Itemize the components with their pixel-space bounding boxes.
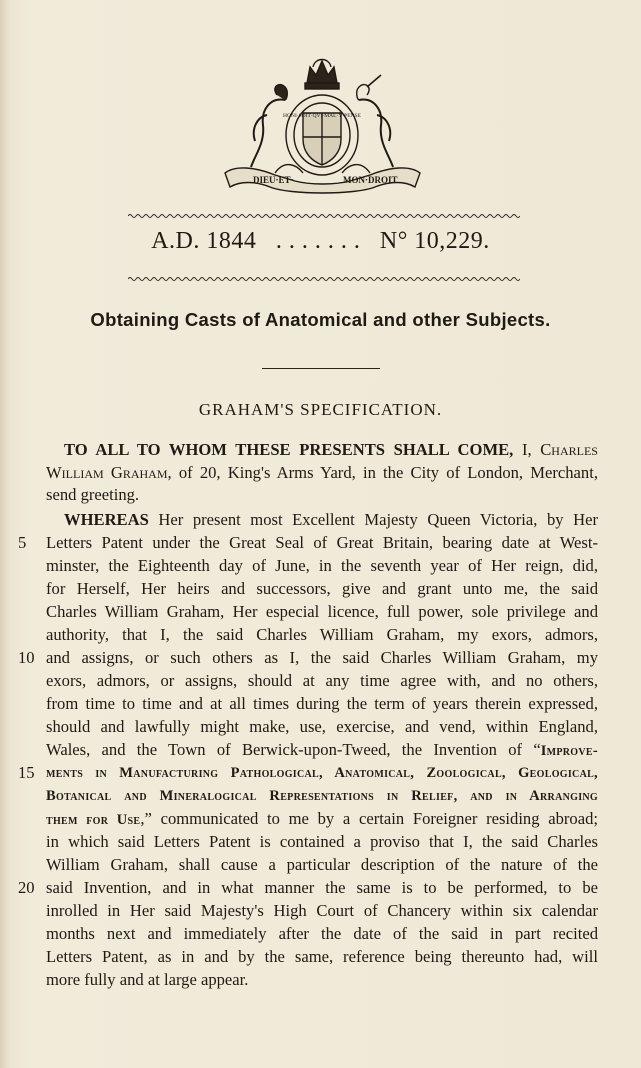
garter-motto: HONI·SOIT·QVI·MAL·Y·PENSE — [283, 113, 361, 119]
body-line: William Graham, shall cause a particular description of the nature of the — [46, 855, 598, 874]
decorative-rule-bottom — [128, 276, 520, 282]
body-line: inrolled in Her said Majesty's High Court of Chancery within six calendar — [46, 901, 598, 920]
body-line: minster, the Eighteenth day of June, in the seventh year of Her reign, did, — [46, 556, 598, 575]
motto-left: DIEU·ET· — [253, 175, 294, 185]
body-line: said Invention, and in what manner the same is to be performed, to be — [46, 878, 598, 897]
title-divider — [262, 368, 380, 369]
body-line: William Graham, of 20, King's Arms Yard, in the City of London, Merchant, — [46, 463, 598, 482]
body-line: Botanical and Mineralogical Representations in Relief, and in Arranging — [46, 788, 598, 804]
body-line: and assigns, or such others as I, the said Charles William Graham, my — [46, 648, 598, 667]
line-number: 15 — [18, 763, 35, 782]
body-line: authority, that I, the said Charles William Graham, my exors, admors, — [46, 625, 598, 644]
body-line: from time to time and at all times during the term of years therein expressed, — [46, 694, 598, 713]
patent-date-number — [0, 228, 641, 255]
document-title: Obtaining Casts of Anatomical and other Subjects. — [90, 309, 551, 330]
line-number: 10 — [18, 648, 35, 667]
body-line: Letters Patent under the Great Seal of Great Britain, bearing date at West- — [46, 533, 598, 552]
body-line: should and lawfully might make, use, exercise, and vend, within England, — [46, 717, 598, 736]
body-line: more fully and at large appear. — [46, 970, 249, 989]
specification-heading: GRAHAM'S SPECIFICATION. — [198, 400, 443, 419]
body-line: send greeting. — [46, 485, 140, 504]
body-line: Wales, and the Town of Berwick-upon-Tweed, the Invention of “Improve- — [46, 740, 598, 759]
motto-right: MON·DROIT — [343, 175, 398, 185]
patent-number: N° 10,229. — [379, 228, 490, 254]
body-line: Charles William Graham, Her especial licence, full power, sole privilege and — [46, 602, 598, 621]
body-line: ments in Manufacturing Pathological, Anatomical, Zoological, Geological, — [46, 765, 598, 781]
line-number: 20 — [18, 878, 35, 897]
body-line: Letters Patent, as in and by the same, reference being thereunto had, will — [46, 947, 598, 966]
body-line: for Herself, Her heirs and successors, give and grant unto me, the said — [46, 579, 598, 598]
patent-date: A.D. 1844 — [151, 228, 257, 254]
body-line: WHEREAS Her present most Excellent Majesty Queen Victoria, by Her — [64, 510, 598, 529]
body-line: TO ALL TO WHOM THESE PRESENTS SHALL COME, I, Charles — [64, 440, 598, 459]
royal-coat-of-arms-icon — [215, 55, 430, 195]
decorative-rule-top — [128, 213, 520, 219]
leader-dots: . . . . . . . — [275, 228, 361, 254]
body-line: in which said Letters Patent is contained a proviso that I, the said Charles — [46, 832, 598, 851]
body-line: exors, admors, or assigns, should at any time agree with, and no others, — [46, 671, 598, 690]
body-line: them for Use,” communicated to me by a certain Foreigner residing abroad; — [46, 809, 598, 828]
body-line: months next and immediately after the date of the said in part recited — [46, 924, 598, 943]
line-number: 5 — [18, 533, 27, 552]
